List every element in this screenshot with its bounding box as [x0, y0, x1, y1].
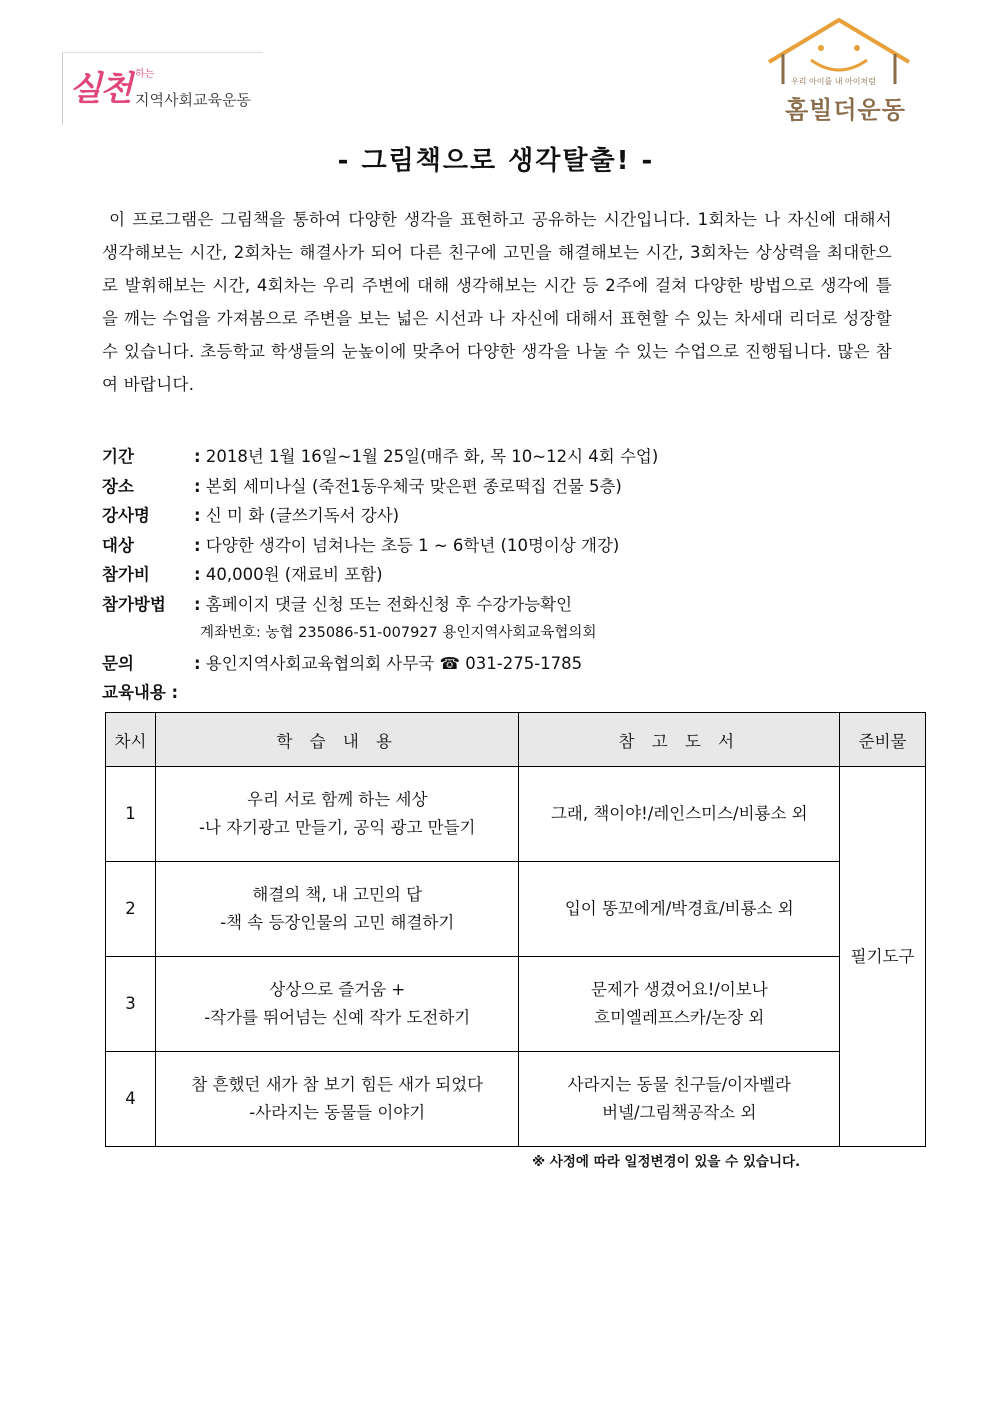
place-value: 본회 세미나실 (죽전1동우체국 맞은편 종로떡집 건물 5층): [205, 476, 622, 496]
session-content: 우리 서로 함께 하는 세상 -나 자기광고 만들기, 공익 광고 만들기: [155, 767, 519, 862]
session-books: 입이 똥꼬에게/박경효/비룡소 외: [519, 862, 840, 957]
instructor-value: 신 미 화 (글쓰기독서 강사): [205, 506, 400, 525]
content-label: 교육내용 :: [102, 683, 179, 702]
info-content: [102, 678, 658, 708]
logo-brand: 홈빌더운동: [785, 96, 906, 124]
info-instructor: 강사명 : 신 미 화 (글쓰기독서 강사): [102, 501, 658, 531]
table-row: [106, 957, 926, 1052]
info-contact: 문의 : 용인지역사회교육협의회 사무국 ☎ 031-275-1785: [102, 649, 658, 679]
account-info: 계좌번호: 농협 235086-51-007927 용인지역사회교육협의회: [200, 625, 597, 641]
table-row: [106, 1052, 926, 1147]
method-value: 홈페이지 댓글 신청 또는 전화신청 후 수강가능확인: [205, 594, 573, 614]
supplies-cell: 필기도구: [840, 767, 926, 1147]
info-method: 참가방법 : 홈페이지 댓글 신청 또는 전화신청 후 수강가능확인: [102, 590, 658, 620]
target-value: 다양한 생각이 넘쳐나는 초등 1 ~ 6학년 (10명이상 개강): [205, 535, 620, 555]
session-number: 3: [106, 957, 156, 1052]
header-content: 학 습 내 용: [155, 713, 519, 767]
session-number: 1: [106, 767, 156, 862]
header-books: 참 고 도 서: [519, 713, 840, 767]
logo-tagline: 우리 아이를 내 아이처럼: [791, 77, 876, 86]
target-label: 대상: [102, 535, 134, 555]
info-target: 대상 : 다양한 생각이 넘쳐나는 초등 1 ~ 6학년 (10명이상 개강): [102, 531, 658, 561]
session-books: 문제가 생겼어요!/이보나 흐미엘레프스카/논장 외: [519, 957, 840, 1052]
table-row: [106, 767, 926, 862]
session-number: 4: [106, 1052, 156, 1147]
table-row: [106, 862, 926, 957]
header-session: 차시: [106, 713, 156, 767]
place-label: 장소: [102, 476, 134, 496]
info-fee: 참가비 : 40,000원 (재료비 포함): [102, 560, 658, 590]
info-period: 기간 : 2018년 1월 16일~1월 25일(매주 화, 목 10~12시 4회 수업): [102, 442, 658, 472]
schedule-change-note: ※ 사정에 따라 일정변경이 있을 수 있습니다.: [532, 1154, 801, 1170]
session-books: 그래, 책이야!/레인스미스/비룡소 외: [519, 767, 840, 862]
session-number: 2: [106, 862, 156, 957]
info-place: 장소 : 본회 세미나실 (죽전1동우체국 맞은편 종로떡집 건물 5층): [102, 472, 658, 502]
session-content: 해결의 책, 내 고민의 답 -책 속 등장인물의 고민 해결하기: [155, 862, 519, 957]
logo-script-text: 실천: [69, 69, 131, 109]
fee-value: 40,000원 (재료비 포함): [205, 565, 383, 584]
contact-label: 문의: [102, 653, 134, 673]
period-value: 2018년 1월 16일~1월 25일(매주 화, 목 10~12시 4회 수업): [205, 447, 659, 466]
header-supplies: 준비물: [840, 713, 926, 767]
schedule-table: [105, 712, 926, 1147]
info-list: [102, 442, 658, 708]
session-content: 참 흔했던 새가 참 보기 힘든 새가 되었다 -사라지는 동물들 이야기: [155, 1052, 519, 1147]
fee-label: 참가비: [102, 565, 150, 584]
table-header-row: [106, 713, 926, 767]
method-label: 참가방법: [102, 594, 166, 614]
period-label: 기간: [102, 447, 134, 466]
session-books: 사라지는 동물 친구들/이자벨라 버넬/그림책공작소 외: [519, 1052, 840, 1147]
page-title: - 그림책으로 생각탈출! -: [337, 146, 655, 176]
intro-text: 이 프로그램은 그림책을 통하여 다양한 생각을 표현하고 공유하는 시간입니다. 1회차는 나 자신에 대해서 생각해보는 시간, 2회차는 해결사가 되어 다른 친구에 고민을 해결해보는 시간, 3회차는 상상력을 최대한으로 발휘해보는 시간, 4회차는 우리 주변에 대해 생각해보는 시간 등 2주에 걸쳐 다양한 방법으로 생각에 틀을 깨는 수업을 가져봄으로 주변을 보는 넓은 시선과 나 자신에 대해서 표현할 수 있는 차세대 리더로 성장할 수 있습니다. 초등학교 학생들의 눈높이에 맞추어 다양한 생각을 나눌 수 있는 수업으로 진행됩니다. 많은 참여 바랍니다.: [102, 210, 893, 394]
logo-org-text: 지역사회교육운동: [135, 91, 251, 109]
logo-homebuilder: [765, 14, 913, 126]
session-content: 상상으로 즐거움 + -작가를 뛰어넘는 신예 작가 도전하기: [155, 957, 519, 1052]
instructor-label: 강사명: [102, 506, 150, 525]
contact-value: 용인지역사회교육협의회 사무국 ☎ 031-275-1785: [205, 653, 583, 673]
logo-silcheon: [62, 52, 263, 125]
intro-paragraph: [102, 203, 892, 401]
logo-small-text: 하는: [135, 69, 155, 80]
